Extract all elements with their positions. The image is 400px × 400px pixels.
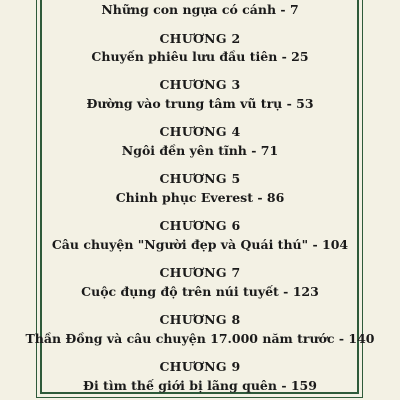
chapter-4-title: Ngôi đền yên tĩnh - 71 xyxy=(121,143,279,158)
chapter-9-heading: CHƯƠNG 9 xyxy=(159,359,241,374)
chapter-6-title: Câu chuyện "Người đẹp và Quái thú" - 104 xyxy=(51,237,349,252)
chapter-9-title: Đi tìm thế giới bị lãng quên - 159 xyxy=(83,378,317,393)
chapter-3-heading: CHƯƠNG 3 xyxy=(159,77,241,92)
chapter-4-heading: CHƯƠNG 4 xyxy=(159,124,241,139)
chapter-2-title: Chuyến phiêu lưu đầu tiên - 25 xyxy=(91,49,309,64)
chapter-2-heading: CHƯƠNG 2 xyxy=(159,31,241,46)
chapter-8-heading: CHƯƠNG 8 xyxy=(159,312,241,327)
chapter-7-heading: CHƯƠNG 7 xyxy=(159,265,241,280)
chapter-1-title: Những con ngựa có cánh - 7 xyxy=(101,2,299,17)
chapter-3-title: Đường vào trung tâm vũ trụ - 53 xyxy=(86,96,314,111)
chapter-6-heading: CHƯƠNG 6 xyxy=(159,218,241,233)
chapter-5-title: Chinh phục Everest - 86 xyxy=(115,190,285,205)
chapter-8-title: Thần Đồng và câu chuyện 17.000 năm trước - 140 xyxy=(25,331,375,346)
chapter-7-title: Cuộc đụng độ trên núi tuyết - 123 xyxy=(81,284,319,299)
chapter-5-heading: CHƯƠNG 5 xyxy=(159,171,241,186)
